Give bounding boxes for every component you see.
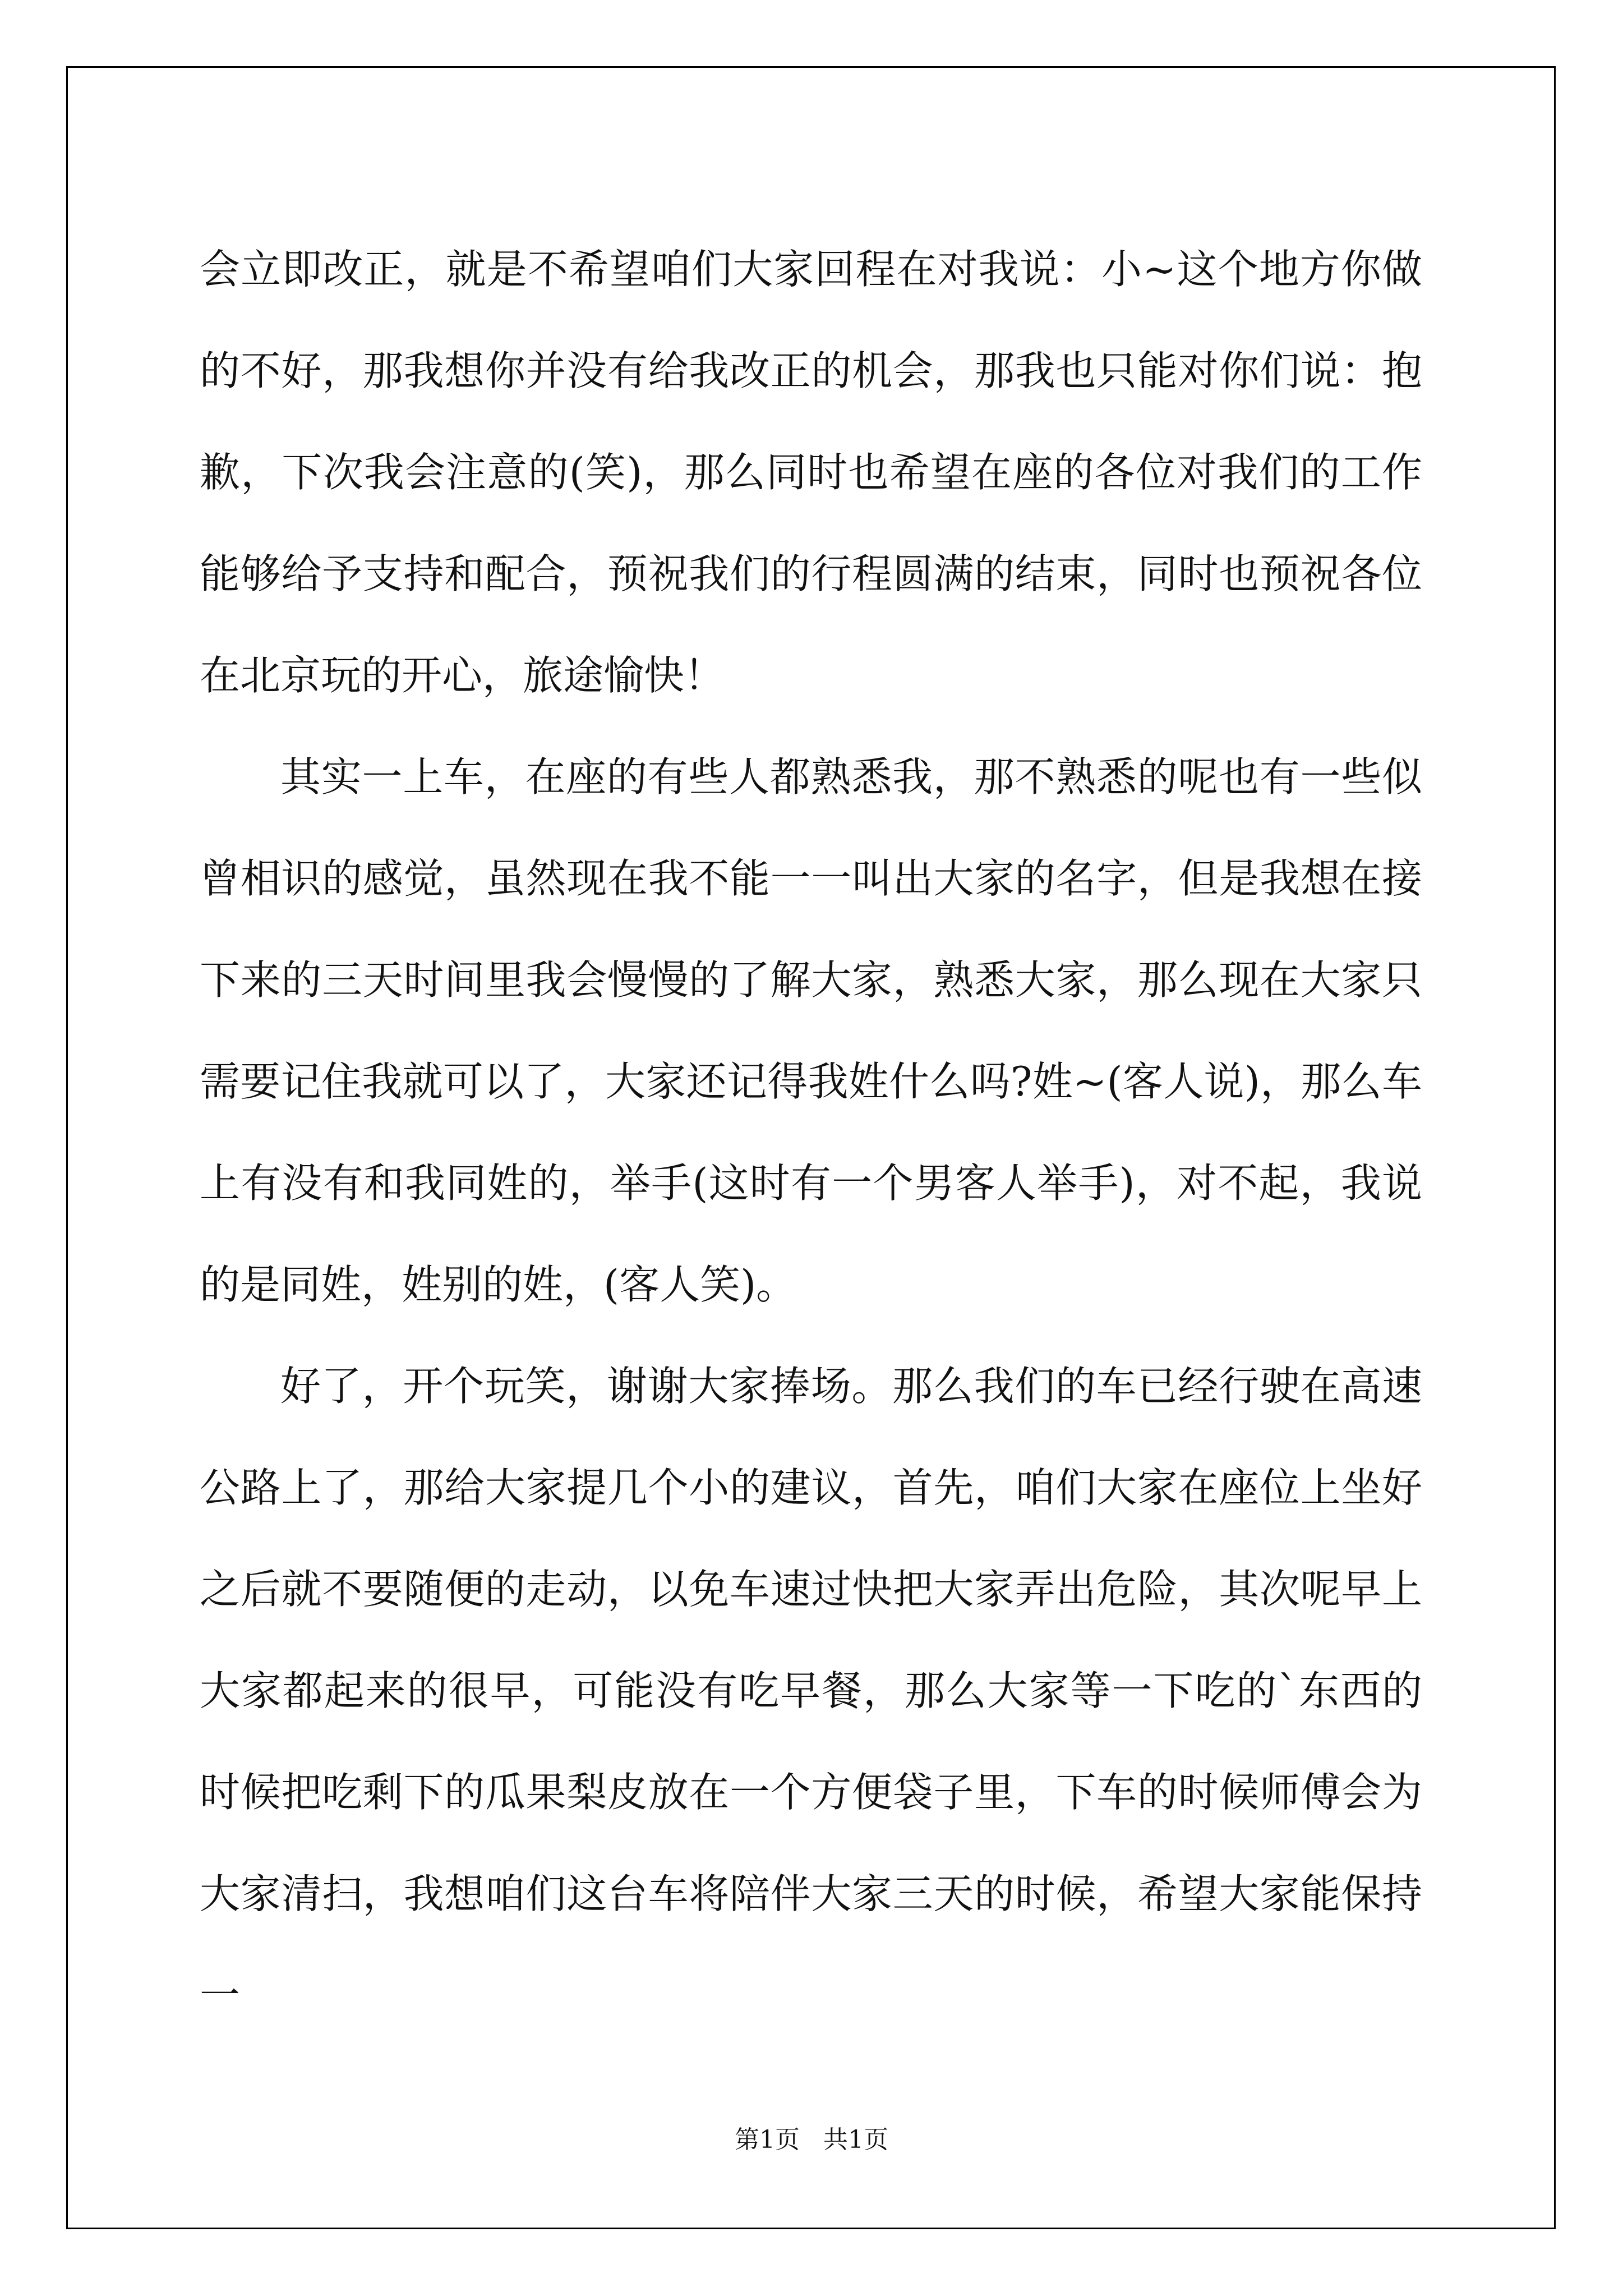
paragraph-1: 会立即改正，就是不希望咱们大家回程在对我说：小~这个地方你做的不好，那我想你并没有给我改正的机会，那我也只能对你们说：抱歉，下次我会注意的(笑)，那么同时也希望在座的各位对我们的工作能够给予支持和配合，预祝我们的行程圆满的结束，同时也预祝各位在北京玩的开心，旅途愉快！	[200, 246, 1422, 699]
document-body	[200, 219, 1422, 2046]
paragraph-3: 好了，开个玩笑，谢谢大家捧场。那么我们的车已经行驶在高速公路上了，那给大家提几个小的建议，首先，咱们大家在座位上坐好之后就不要随便的走动，以免车速过快把大家弄出危险，其次呢早上大家都起来的很早，可能没有吃早餐，那么大家等一下吃的`东西的时候把吃剩下的瓜果梨皮放在一个方便袋子里，下车的时候师傅会为大家清扫，我想咱们这台车将陪伴大家三天的时候，希望大家能保持一	[200, 1363, 1422, 2019]
page-footer: 第1页 共1页	[735, 2125, 888, 2154]
paragraph-2: 其实一上车，在座的有些人都熟悉我，那不熟悉的呢也有一些似曾相识的感觉，虽然现在我不能一一叫出大家的名字，但是我想在接下来的三天时间里我会慢慢的了解大家，熟悉大家，那么现在大家只需要记住我就可以了，大家还记得我姓什么吗?姓~(客人说)，那么车上有没有和我同姓的，举手(这时有一个男客人举手)，对不起，我说的是同姓，姓别的姓，(客人笑)。	[200, 753, 1422, 1308]
